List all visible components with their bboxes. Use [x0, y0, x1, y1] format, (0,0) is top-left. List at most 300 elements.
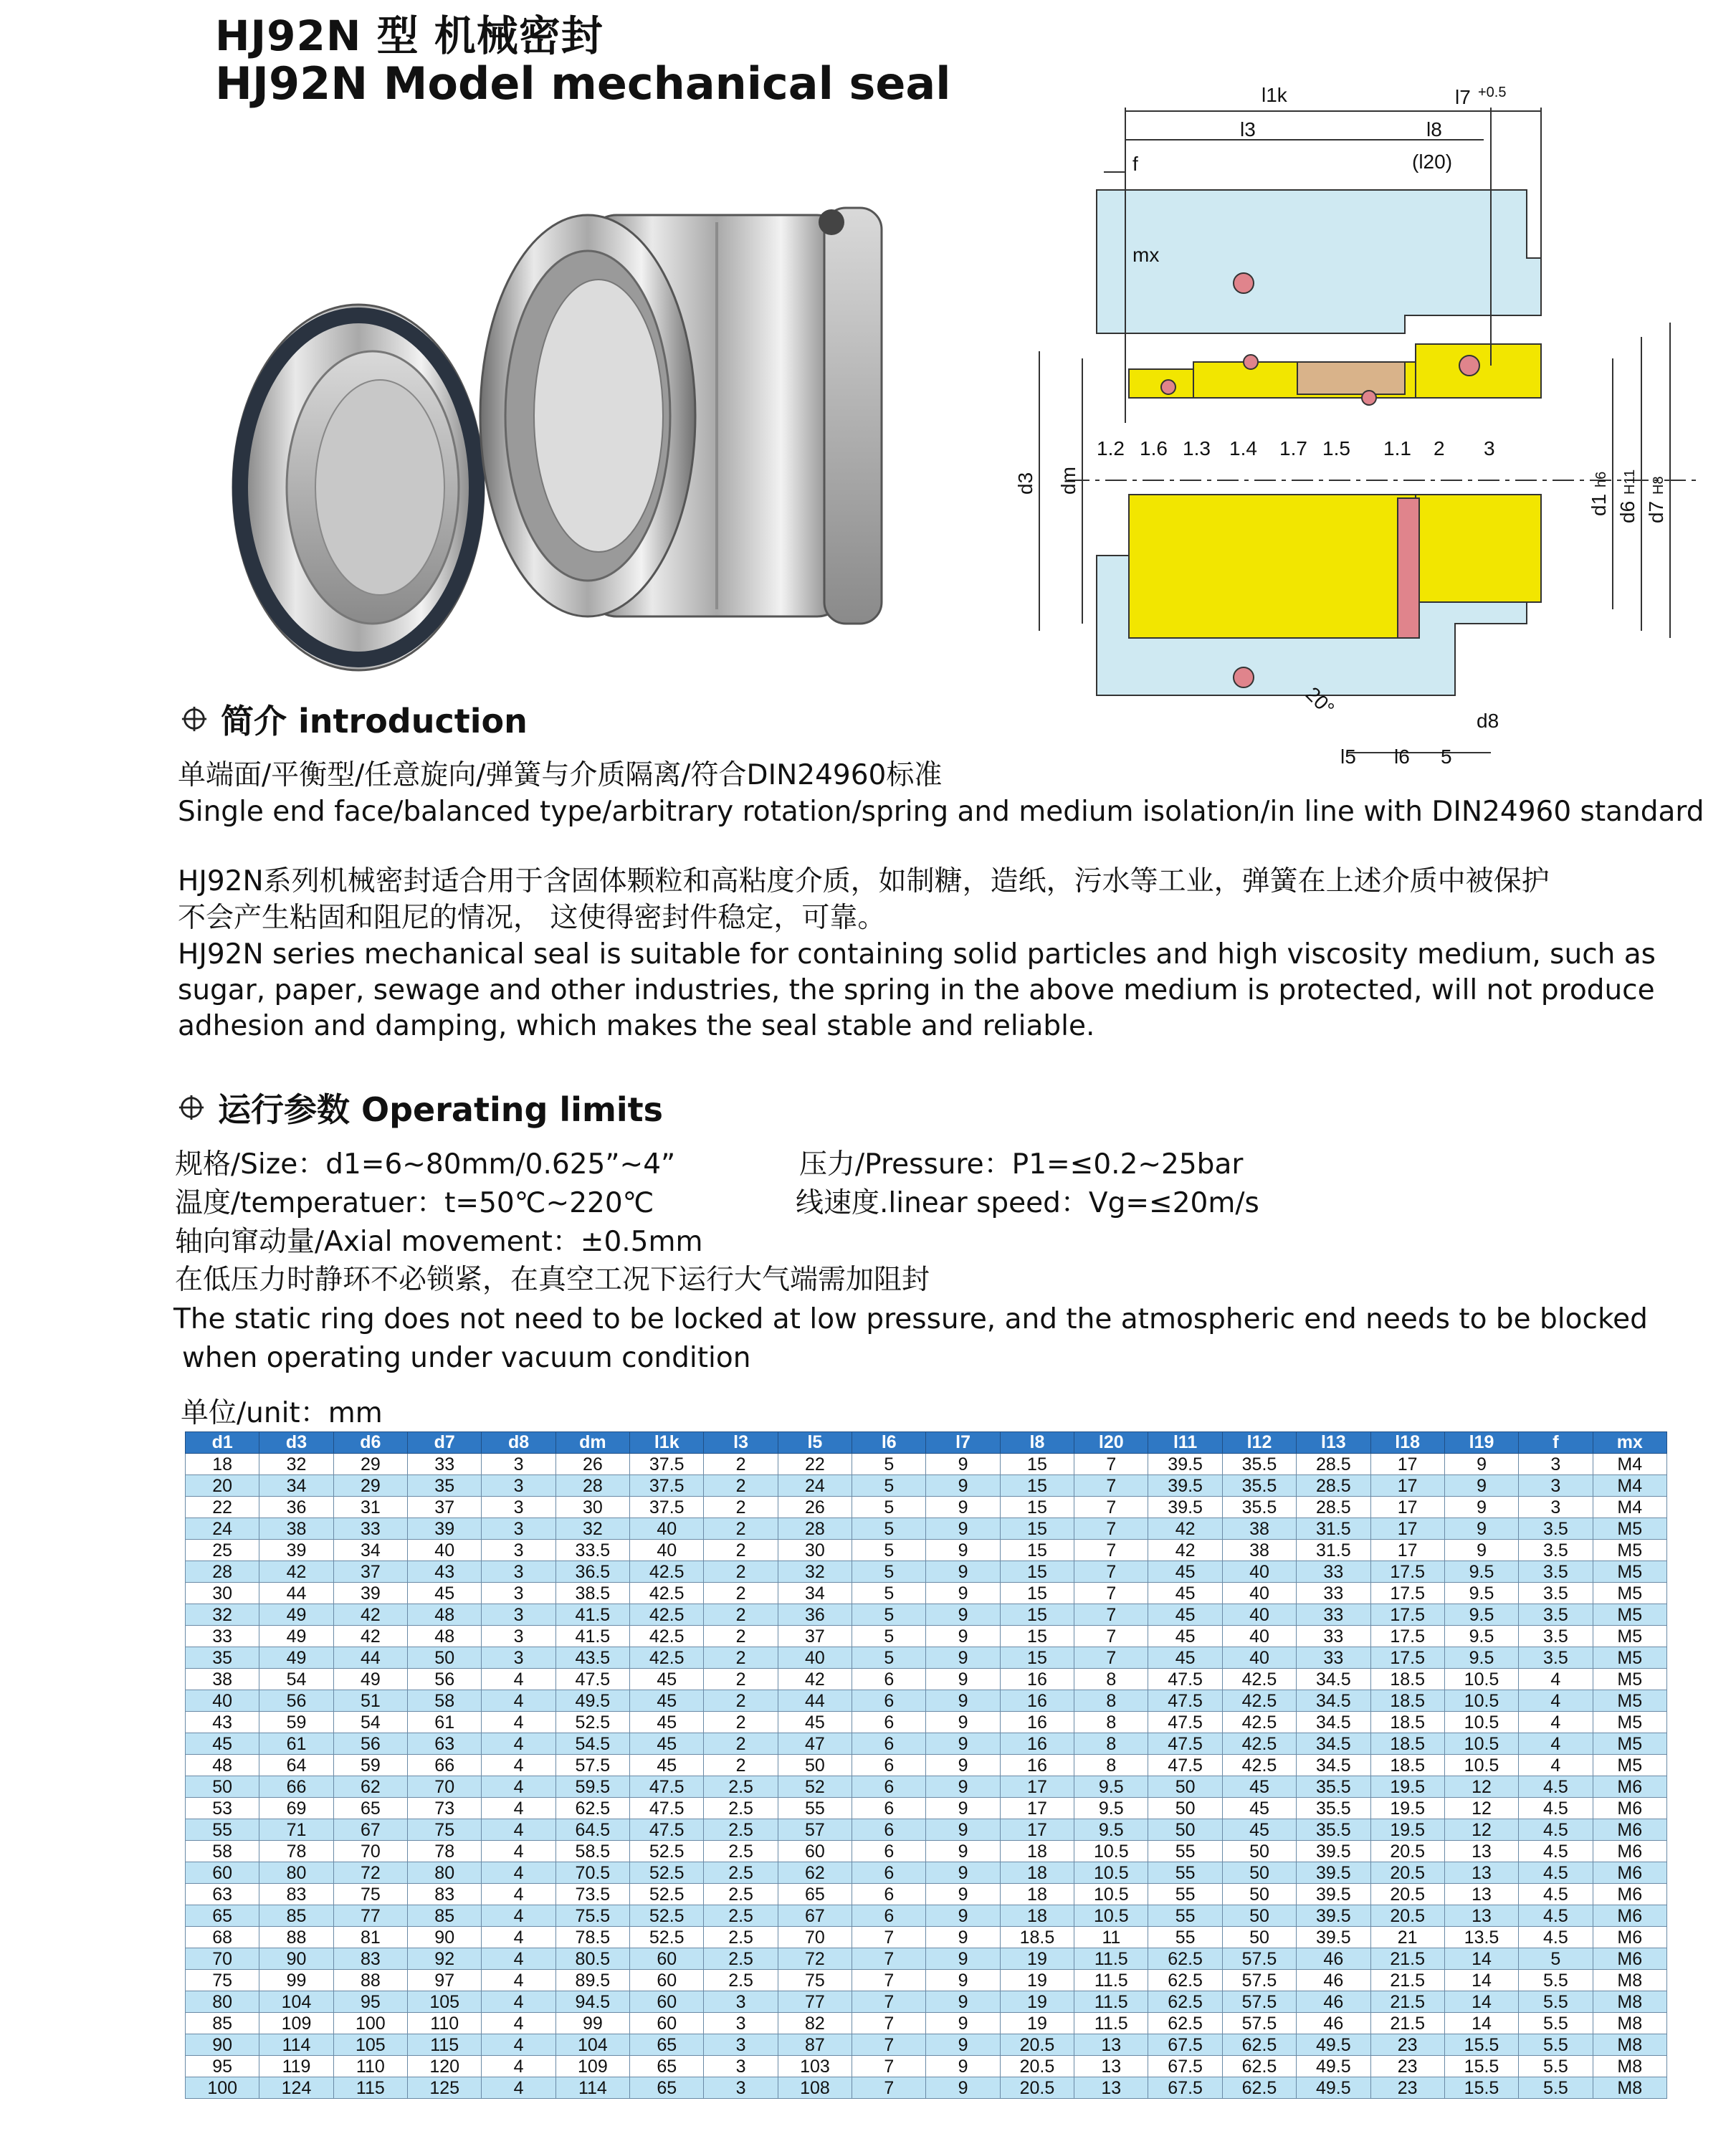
table-cell: 58	[186, 1841, 259, 1862]
table-cell: 21.5	[1370, 1948, 1444, 1970]
table-cell: 35	[186, 1647, 259, 1669]
table-cell: 13	[1444, 1884, 1518, 1905]
table-cell: 42.5	[1222, 1669, 1296, 1690]
table-cell: 31.5	[1297, 1518, 1370, 1540]
table-cell: 29	[333, 1475, 407, 1497]
table-cell: M6	[1593, 1819, 1666, 1841]
label-d1: d1	[1588, 493, 1610, 516]
table-cell: 6	[852, 1712, 926, 1733]
table-cell: 3	[482, 1497, 555, 1518]
label-d3: d3	[1014, 472, 1036, 495]
table-cell: 80.5	[555, 1948, 629, 1970]
table-cell: 45	[1148, 1583, 1222, 1604]
table-header-f: f	[1519, 1432, 1593, 1454]
table-cell: 67	[778, 1905, 852, 1927]
table-cell: 9	[926, 1927, 1000, 1948]
table-cell: 7	[1074, 1647, 1148, 1669]
table-cell: 45	[630, 1712, 704, 1733]
table-cell: 47.5	[1148, 1712, 1222, 1733]
table-cell: 40	[1222, 1583, 1296, 1604]
table-cell: 3.5	[1519, 1626, 1593, 1647]
table-cell: 7	[852, 1927, 926, 1948]
table-cell: 92	[408, 1948, 482, 1970]
table-cell: 2.5	[704, 1884, 778, 1905]
table-cell: 4.5	[1519, 1819, 1593, 1841]
table-cell: 45	[630, 1690, 704, 1712]
table-cell: 9	[1444, 1497, 1518, 1518]
label-l6: l6	[1394, 745, 1410, 768]
table-cell: 4.5	[1519, 1798, 1593, 1819]
table-cell: 28.5	[1297, 1454, 1370, 1475]
table-row	[186, 1927, 1667, 1948]
table-cell: 3	[482, 1583, 555, 1604]
table-cell: M5	[1593, 1540, 1666, 1561]
table-cell: 55	[1148, 1862, 1222, 1884]
table-cell: 34.5	[1297, 1733, 1370, 1755]
label-h6: h6	[1593, 471, 1609, 487]
table-cell: 125	[408, 2077, 482, 2099]
table-row	[186, 1626, 1667, 1647]
table-cell: 47.5	[555, 1669, 629, 1690]
table-cell: 4	[1519, 1755, 1593, 1776]
label-d7: d7	[1645, 500, 1667, 523]
table-cell: 9	[926, 2034, 1000, 2056]
table-cell: M5	[1593, 1669, 1666, 1690]
table-cell: 17	[1000, 1798, 1074, 1819]
table-cell: 60	[778, 1841, 852, 1862]
table-row	[186, 1454, 1667, 1475]
table-cell: 77	[333, 1905, 407, 1927]
table-cell: 18	[186, 1454, 259, 1475]
table-cell: 9	[926, 1948, 1000, 1970]
table-cell: 11.5	[1074, 1948, 1148, 1970]
table-cell: 57.5	[1222, 1970, 1296, 1991]
stationary-ring	[233, 305, 484, 670]
table-cell: 2	[704, 1475, 778, 1497]
table-cell: 42.5	[630, 1561, 704, 1583]
table-cell: 8	[1074, 1690, 1148, 1712]
table-header-l19: l19	[1444, 1432, 1518, 1454]
table-cell: 4.5	[1519, 1776, 1593, 1798]
table-cell: 56	[259, 1690, 333, 1712]
table-cell: 2	[704, 1561, 778, 1583]
table-row	[186, 1970, 1667, 1991]
table-cell: 49	[333, 1669, 407, 1690]
table-header-d7: d7	[408, 1432, 482, 1454]
part-1-4: 1.4	[1229, 437, 1257, 459]
table-cell: 23	[1370, 2034, 1444, 2056]
table-cell: 70	[186, 1948, 259, 1970]
table-cell: 95	[186, 2056, 259, 2077]
table-cell: 50	[1148, 1798, 1222, 1819]
table-cell: 3	[1519, 1475, 1593, 1497]
table-cell: 70	[408, 1776, 482, 1798]
table-cell: 26	[778, 1497, 852, 1518]
table-cell: 120	[408, 2056, 482, 2077]
table-cell: 37	[408, 1497, 482, 1518]
table-cell: 104	[259, 1991, 333, 2013]
table-cell: 3	[704, 2034, 778, 2056]
table-row	[186, 1583, 1667, 1604]
crosshair-icon	[178, 1094, 205, 1121]
table-cell: 9.5	[1444, 1561, 1518, 1583]
table-cell: 9	[1444, 1540, 1518, 1561]
table-cell: 5.5	[1519, 1970, 1593, 1991]
table-row	[186, 1798, 1667, 1819]
table-cell: 105	[408, 1991, 482, 2013]
table-cell: 50	[1148, 1819, 1222, 1841]
table-cell: 9	[926, 1454, 1000, 1475]
table-cell: 34	[259, 1475, 333, 1497]
table-cell: 26	[555, 1454, 629, 1475]
table-cell: 39.5	[1148, 1497, 1222, 1518]
table-cell: 2	[704, 1583, 778, 1604]
table-cell: 8	[1074, 1733, 1148, 1755]
limit-size: 规格/Size：d1=6~80mm/0.625”~4”	[175, 1148, 676, 1181]
table-cell: 52.5	[630, 1905, 704, 1927]
table-cell: 83	[408, 1884, 482, 1905]
table-cell: 37.5	[630, 1475, 704, 1497]
table-cell: 16	[1000, 1733, 1074, 1755]
table-cell: 39	[259, 1540, 333, 1561]
table-cell: 28	[778, 1518, 852, 1540]
table-cell: 9	[926, 1905, 1000, 1927]
table-cell: 75.5	[555, 1905, 629, 1927]
table-cell: 45	[630, 1669, 704, 1690]
table-cell: 3.5	[1519, 1561, 1593, 1583]
table-cell: 5	[852, 1540, 926, 1561]
table-cell: 105	[333, 2034, 407, 2056]
table-cell: 9	[926, 1862, 1000, 1884]
table-cell: 5.5	[1519, 1991, 1593, 2013]
table-cell: 68	[186, 1927, 259, 1948]
table-cell: 47.5	[1148, 1669, 1222, 1690]
table-cell: 85	[186, 2013, 259, 2034]
table-cell: 20.5	[1370, 1905, 1444, 1927]
table-cell: 6	[852, 1884, 926, 1905]
table-cell: 17.5	[1370, 1604, 1444, 1626]
table-cell: 2	[704, 1518, 778, 1540]
table-cell: 3	[704, 2013, 778, 2034]
table-cell: 11.5	[1074, 1991, 1148, 2013]
table-cell: 73	[408, 1798, 482, 1819]
table-cell: 4.5	[1519, 1841, 1593, 1862]
table-cell: 9.5	[1074, 1776, 1148, 1798]
table-cell: 7	[1074, 1518, 1148, 1540]
table-cell: 28.5	[1297, 1475, 1370, 1497]
limit-temperature: 温度/temperatuer：t=50℃~220℃	[175, 1187, 654, 1219]
intro-heading-text: 简介 introduction	[221, 702, 528, 740]
table-cell: 81	[333, 1927, 407, 1948]
table-cell: M4	[1593, 1475, 1666, 1497]
table-cell: 18.5	[1370, 1669, 1444, 1690]
table-cell: 13	[1074, 2077, 1148, 2099]
table-cell: 42	[333, 1604, 407, 1626]
table-cell: 52	[778, 1776, 852, 1798]
table-cell: 20.5	[1370, 1884, 1444, 1905]
table-cell: 19.5	[1370, 1776, 1444, 1798]
table-cell: 42.5	[630, 1626, 704, 1647]
table-cell: 9	[926, 2013, 1000, 2034]
table-cell: 3.5	[1519, 1583, 1593, 1604]
intro-para-cn-2: 不会产生粘固和阻尼的情况， 这使得密封件稳定，可靠。	[178, 902, 886, 934]
table-cell: 10.5	[1074, 1862, 1148, 1884]
table-cell: 28.5	[1297, 1497, 1370, 1518]
table-cell: 32	[259, 1454, 333, 1475]
table-cell: 6	[852, 1733, 926, 1755]
table-cell: 8	[1074, 1755, 1148, 1776]
part-1-3: 1.3	[1183, 437, 1211, 459]
table-cell: M6	[1593, 1776, 1666, 1798]
table-cell: 28	[555, 1475, 629, 1497]
table-cell: 4	[482, 1798, 555, 1819]
table-row	[186, 1733, 1667, 1755]
label-H8: H8	[1651, 476, 1666, 495]
limits-heading	[178, 1084, 663, 1131]
table-cell: 15	[1000, 1454, 1074, 1475]
table-cell: 45	[1148, 1561, 1222, 1583]
table-cell: 8	[1074, 1712, 1148, 1733]
table-cell: 45	[778, 1712, 852, 1733]
table-cell: 30	[778, 1540, 852, 1561]
table-row	[186, 2013, 1667, 2034]
table-cell: 103	[778, 2056, 852, 2077]
table-cell: 2	[704, 1712, 778, 1733]
table-cell: 5	[852, 1475, 926, 1497]
table-cell: 39.5	[1148, 1454, 1222, 1475]
table-cell: M8	[1593, 2077, 1666, 2099]
table-cell: 99	[555, 2013, 629, 2034]
table-cell: 6	[852, 1690, 926, 1712]
unit-label: 单位/unit：mm	[181, 1397, 383, 1429]
table-cell: 50	[1148, 1776, 1222, 1798]
table-cell: 83	[259, 1884, 333, 1905]
table-cell: 3	[704, 1991, 778, 2013]
table-cell: 44	[259, 1583, 333, 1604]
table-cell: 33	[333, 1518, 407, 1540]
table-row	[186, 1841, 1667, 1862]
table-cell: M5	[1593, 1561, 1666, 1583]
part-1-2: 1.2	[1097, 437, 1125, 459]
table-cell: 20.5	[1000, 2034, 1074, 2056]
label-d6: d6	[1616, 500, 1639, 523]
table-cell: 22	[186, 1497, 259, 1518]
table-cell: 10.5	[1074, 1841, 1148, 1862]
table-cell: 54.5	[555, 1733, 629, 1755]
table-cell: 9	[926, 1497, 1000, 1518]
table-cell: 58.5	[555, 1841, 629, 1862]
table-cell: 4.5	[1519, 1862, 1593, 1884]
table-cell: 50	[1222, 1862, 1296, 1884]
table-cell: 14	[1444, 1948, 1518, 1970]
table-cell: 3	[482, 1475, 555, 1497]
table-cell: M4	[1593, 1454, 1666, 1475]
table-cell: 47	[778, 1733, 852, 1755]
table-cell: 55	[1148, 1841, 1222, 1862]
table-cell: 100	[186, 2077, 259, 2099]
table-cell: 3.5	[1519, 1540, 1593, 1561]
label-l7-tol: +0.5	[1478, 85, 1507, 100]
table-cell: 33	[1297, 1561, 1370, 1583]
label-mx: mx	[1132, 244, 1160, 266]
table-cell: 12	[1444, 1798, 1518, 1819]
table-cell: 9	[926, 1669, 1000, 1690]
label-l1k: l1k	[1262, 84, 1287, 106]
table-cell: 33	[1297, 1647, 1370, 1669]
table-cell: 2	[704, 1690, 778, 1712]
table-cell: 6	[852, 1819, 926, 1841]
table-cell: 9	[1444, 1518, 1518, 1540]
table-cell: 64.5	[555, 1819, 629, 1841]
table-cell: 13.5	[1444, 1927, 1518, 1948]
crosshair-icon	[181, 705, 208, 733]
table-cell: 110	[408, 2013, 482, 2034]
table-cell: 24	[778, 1475, 852, 1497]
table-cell: 67	[333, 1819, 407, 1841]
table-cell: 15.5	[1444, 2077, 1518, 2099]
table-cell: 34.5	[1297, 1669, 1370, 1690]
table-cell: 4	[482, 1669, 555, 1690]
table-cell: 15	[1000, 1497, 1074, 1518]
table-cell: 15	[1000, 1518, 1074, 1540]
table-cell: M8	[1593, 1991, 1666, 2013]
table-cell: 54	[333, 1712, 407, 1733]
table-cell: 97	[408, 1970, 482, 1991]
table-cell: 9.5	[1444, 1583, 1518, 1604]
table-cell: 9	[1444, 1475, 1518, 1497]
table-cell: 9.5	[1444, 1604, 1518, 1626]
table-cell: 9	[926, 1970, 1000, 1991]
table-cell: 17.5	[1370, 1561, 1444, 1583]
table-cell: 34.5	[1297, 1712, 1370, 1733]
table-cell: 67.5	[1148, 2077, 1222, 2099]
table-cell: 5	[852, 1497, 926, 1518]
table-cell: 57	[778, 1819, 852, 1841]
table-cell: 45	[1222, 1776, 1296, 1798]
table-cell: 3	[1519, 1454, 1593, 1475]
table-cell: 10.5	[1444, 1690, 1518, 1712]
table-cell: 65	[630, 2056, 704, 2077]
table-cell: 88	[333, 1970, 407, 1991]
table-cell: 39.5	[1297, 1841, 1370, 1862]
table-cell: 32	[555, 1518, 629, 1540]
table-cell: 10.5	[1074, 1884, 1148, 1905]
table-cell: 35	[408, 1475, 482, 1497]
table-cell: 119	[259, 2056, 333, 2077]
table-row	[186, 2034, 1667, 2056]
table-row	[186, 1669, 1667, 1690]
table-cell: 10.5	[1444, 1733, 1518, 1755]
table-cell: 114	[259, 2034, 333, 2056]
label-l8: l8	[1426, 118, 1442, 140]
table-cell: 2.5	[704, 1776, 778, 1798]
table-cell: 75	[408, 1819, 482, 1841]
table-body	[186, 1454, 1667, 2099]
label-dm: dm	[1057, 467, 1079, 495]
table-cell: 62	[333, 1776, 407, 1798]
table-cell: 9	[926, 1583, 1000, 1604]
table-cell: 46	[1297, 1991, 1370, 2013]
table-cell: 2.5	[704, 1862, 778, 1884]
table-row	[186, 1991, 1667, 2013]
table-cell: 7	[1074, 1626, 1148, 1647]
table-cell: 42.5	[1222, 1690, 1296, 1712]
table-cell: 11.5	[1074, 1970, 1148, 1991]
table-cell: M8	[1593, 1970, 1666, 1991]
table-cell: 4	[1519, 1712, 1593, 1733]
table-cell: 3	[482, 1561, 555, 1583]
table-cell: 85	[408, 1905, 482, 1927]
table-cell: 2.5	[704, 1927, 778, 1948]
table-cell: 18.5	[1370, 1712, 1444, 1733]
table-cell: 7	[852, 2056, 926, 2077]
table-cell: M8	[1593, 2013, 1666, 2034]
table-cell: 33	[1297, 1583, 1370, 1604]
table-cell: 19.5	[1370, 1819, 1444, 1841]
table-cell: 54	[259, 1669, 333, 1690]
table-cell: 49.5	[1297, 2077, 1370, 2099]
table-cell: 19	[1000, 1970, 1074, 1991]
table-cell: 42.5	[1222, 1755, 1296, 1776]
table-cell: 42	[1148, 1518, 1222, 1540]
label-5: 5	[1441, 745, 1452, 768]
table-row	[186, 1518, 1667, 1540]
table-cell: 5.5	[1519, 2056, 1593, 2077]
table-row	[186, 1884, 1667, 1905]
table-header-l5: l5	[778, 1432, 852, 1454]
table-cell: 21	[1370, 1927, 1444, 1948]
table-cell: 16	[1000, 1669, 1074, 1690]
table-cell: 4	[482, 1776, 555, 1798]
table-cell: 40	[408, 1540, 482, 1561]
table-cell: 90	[186, 2034, 259, 2056]
table-cell: 9.5	[1444, 1647, 1518, 1669]
table-cell: 7	[852, 1991, 926, 2013]
table-header-dm: dm	[555, 1432, 629, 1454]
table-row	[186, 1540, 1667, 1561]
intro-line-en: Single end face/balanced type/arbitrary rotation/spring and medium isolation/in line with DIN24960 standard	[178, 796, 1704, 828]
table-cell: 5	[852, 1518, 926, 1540]
intro-para-cn-1: HJ92N系列机械密封适合用于含固体颗粒和高粘度介质，如制糖，造纸，污水等工业，弹簧在上述介质中被保护	[178, 865, 1550, 897]
table-row	[186, 1712, 1667, 1733]
table-cell: 17.5	[1370, 1626, 1444, 1647]
table-cell: 7	[1074, 1497, 1148, 1518]
table-cell: 2.5	[704, 1841, 778, 1862]
table-cell: 60	[630, 1970, 704, 1991]
table-cell: 7	[1074, 1561, 1148, 1583]
label-H11: H11	[1622, 469, 1638, 495]
table-cell: 15	[1000, 1604, 1074, 1626]
table-cell: 14	[1444, 1991, 1518, 2013]
table-cell: 62.5	[1222, 2056, 1296, 2077]
table-row	[186, 1862, 1667, 1884]
table-cell: 9	[926, 1733, 1000, 1755]
table-cell: 21.5	[1370, 2013, 1444, 2034]
table-cell: 37.5	[630, 1454, 704, 1475]
table-cell: 57.5	[1222, 1948, 1296, 1970]
label-f: f	[1132, 153, 1138, 175]
table-cell: 90	[259, 1948, 333, 1970]
table-cell: 20.5	[1370, 1862, 1444, 1884]
table-cell: 52.5	[630, 1841, 704, 1862]
table-cell: 100	[333, 2013, 407, 2034]
table-cell: 36	[259, 1497, 333, 1518]
part-1-5: 1.5	[1322, 437, 1350, 459]
table-row	[186, 1604, 1667, 1626]
table-cell: 7	[1074, 1583, 1148, 1604]
table-cell: 17	[1370, 1497, 1444, 1518]
table-cell: 38	[259, 1518, 333, 1540]
